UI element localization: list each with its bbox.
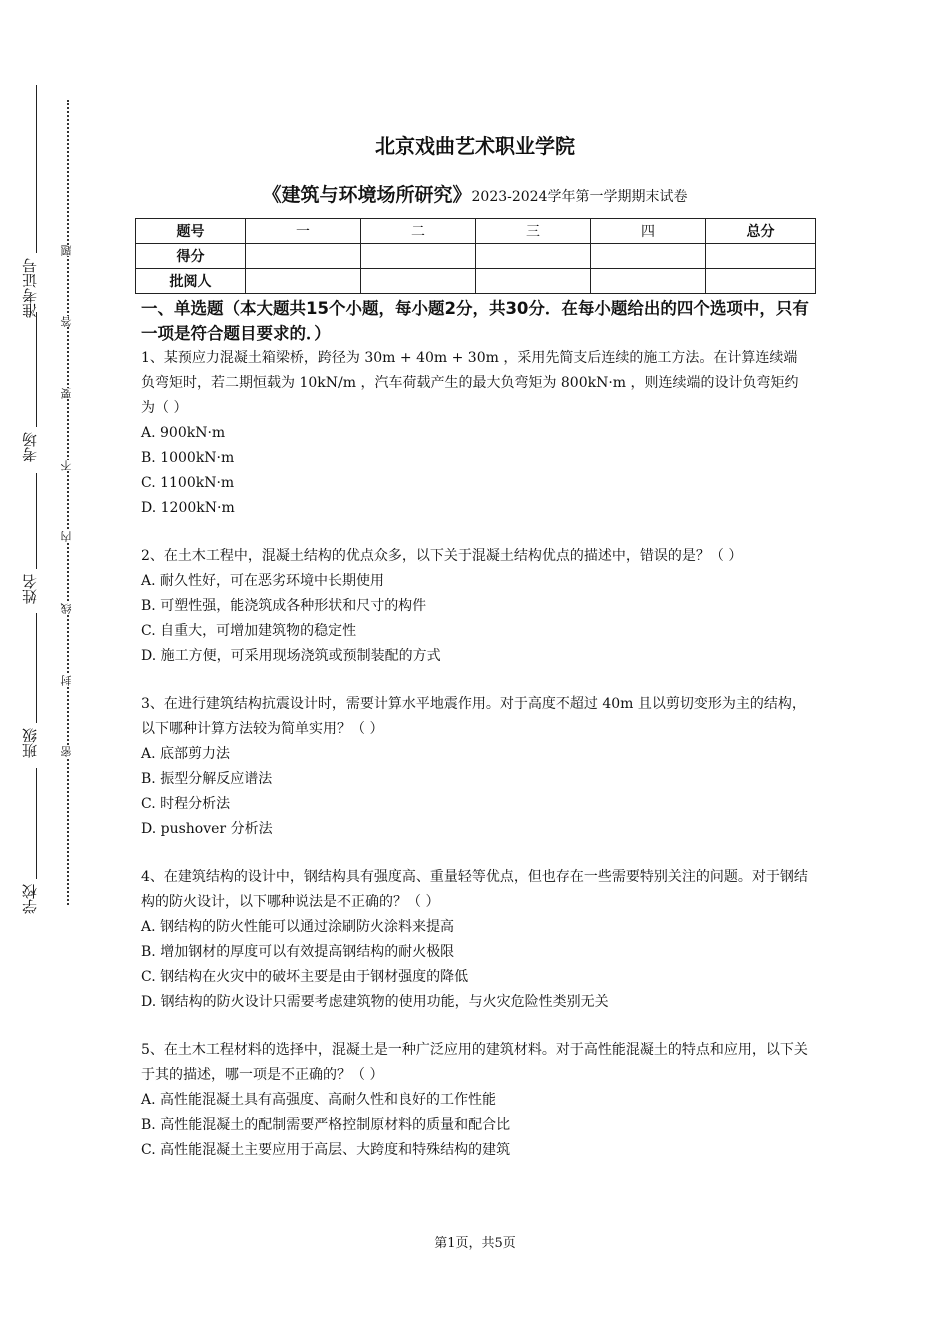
column-header: 四 bbox=[591, 219, 706, 244]
option-c: C. 高性能混凝土主要应用于高层、大跨度和特殊结构的建筑 bbox=[141, 1142, 511, 1158]
seal-char: 要 bbox=[60, 388, 73, 399]
row-header: 批阅人 bbox=[136, 269, 246, 294]
option-a: A. 900kN·m bbox=[141, 425, 226, 441]
seal-char: 线 bbox=[60, 603, 73, 614]
section-title: 一、单选题（本大题共15个小题，每小题2分，共30分．在每小题给出的四个选项中，只有一项是符合题目要求的．） bbox=[141, 299, 809, 343]
option-d: D. 1200kN·m bbox=[141, 500, 235, 516]
exam-number-line bbox=[36, 85, 37, 253]
exam-room-label: 考场 bbox=[21, 432, 39, 462]
question-stem: 1、某预应力混凝土箱梁桥，跨径为 30m + 40m + 30m ，采用先简支后连续的施工方法。在计算连续端负弯矩时，若二期恒载为 10kN/m ，汽车荷载产生的最大负弯矩为 800kN·m ，则连续端的设计负弯矩约为（ ） bbox=[141, 350, 799, 416]
page-footer: 第1页，共5页 bbox=[434, 1236, 516, 1251]
option-b: B. 振型分解反应谱法 bbox=[141, 771, 273, 787]
seal-char: 题 bbox=[60, 245, 73, 256]
seal-char: 不 bbox=[60, 460, 73, 471]
school-label: 学校 bbox=[21, 884, 39, 914]
option-c: C. 1100kN·m bbox=[141, 475, 235, 491]
column-header: 三 bbox=[476, 219, 591, 244]
score-cell[interactable] bbox=[476, 244, 591, 269]
question-stem: 5、在土木工程材料的选择中，混凝土是一种广泛应用的建筑材料。对于高性能混凝土的特点和应用，以下关于其的描述，哪一项是不正确的？（ ） bbox=[141, 1042, 808, 1083]
question-5 bbox=[141, 1038, 811, 1163]
option-d: D. 钢结构的防火设计只需要考虑建筑物的使用功能，与火灾危险性类别无关 bbox=[141, 994, 609, 1010]
column-header: 题号 bbox=[136, 219, 246, 244]
question-2 bbox=[141, 544, 811, 669]
score-table bbox=[135, 218, 816, 294]
row-header: 得分 bbox=[136, 244, 246, 269]
seal-char: 密 bbox=[60, 746, 73, 757]
seal-char: 封 bbox=[60, 675, 73, 686]
grader-cell[interactable] bbox=[361, 269, 476, 294]
score-cell[interactable] bbox=[246, 244, 361, 269]
score-cell[interactable] bbox=[361, 244, 476, 269]
option-b: B. 高性能混凝土的配制需要严格控制原材料的质量和配合比 bbox=[141, 1117, 511, 1133]
seal-dotted-line bbox=[67, 100, 69, 905]
school-line bbox=[36, 768, 37, 879]
option-a: A. 高性能混凝土具有高强度、高耐久性和良好的工作性能 bbox=[141, 1092, 497, 1108]
score-cell[interactable] bbox=[706, 244, 816, 269]
grader-cell[interactable] bbox=[706, 269, 816, 294]
name-label: 姓名 bbox=[21, 574, 39, 604]
column-header: 二 bbox=[361, 219, 476, 244]
option-c: C. 自重大，可增加建筑物的稳定性 bbox=[141, 623, 357, 639]
question-1 bbox=[141, 346, 811, 521]
option-d: D. 施工方便，可采用现场浇筑或预制装配的方式 bbox=[141, 648, 441, 664]
class-label: 班级 bbox=[21, 728, 39, 758]
option-b: B. 增加钢材的厚度可以有效提高钢结构的耐火极限 bbox=[141, 944, 455, 960]
question-3 bbox=[141, 692, 811, 842]
question-stem: 4、在建筑结构的设计中，钢结构具有强度高、重量轻等优点，但也存在一些需要特别关注的问题。对于钢结构的防火设计，以下哪种说法是不正确的？（ ） bbox=[141, 869, 808, 910]
grader-cell[interactable] bbox=[476, 269, 591, 294]
score-row bbox=[136, 244, 816, 269]
score-cell[interactable] bbox=[591, 244, 706, 269]
option-c: C. 钢结构在火灾中的破坏主要是由于钢材强度的降低 bbox=[141, 969, 469, 985]
seal-char: 答 bbox=[60, 316, 73, 327]
grader-cell[interactable] bbox=[246, 269, 361, 294]
name-line bbox=[36, 473, 37, 569]
question-stem: 3、在进行建筑结构抗震设计时，需要计算水平地震作用。对于高度不超过 40m 且以剪切变形为主的结构，以下哪种计算方法较为简单实用？（ ） bbox=[141, 696, 806, 737]
course-name: 《建筑与环境场所研究》 bbox=[262, 184, 472, 206]
option-a: A. 钢结构的防火性能可以通过涂刷防火涂料来提高 bbox=[141, 919, 455, 935]
score-table-header-row bbox=[136, 219, 816, 244]
option-b: B. 1000kN·m bbox=[141, 450, 235, 466]
question-stem: 2、在土木工程中，混凝土结构的优点众多，以下关于混凝土结构优点的描述中，错误的是？（ ） bbox=[141, 548, 743, 564]
option-b: B. 可塑性强，能浇筑成各种形状和尺寸的构件 bbox=[141, 598, 427, 614]
grader-row bbox=[136, 269, 816, 294]
column-header: 一 bbox=[246, 219, 361, 244]
grader-cell[interactable] bbox=[591, 269, 706, 294]
class-line bbox=[36, 613, 37, 723]
exam-room-line bbox=[36, 312, 37, 427]
school-name: 北京戏曲艺术职业学院 bbox=[375, 134, 575, 158]
exam-title bbox=[0, 180, 950, 207]
option-a: A. 底部剪力法 bbox=[141, 746, 231, 762]
exam-number-label: 准考证号 bbox=[21, 258, 39, 318]
column-header: 总分 bbox=[706, 219, 816, 244]
option-c: C. 时程分析法 bbox=[141, 796, 231, 812]
option-a: A. 耐久性好，可在恶劣环境中长期使用 bbox=[141, 573, 385, 589]
seal-char: 内 bbox=[60, 531, 73, 542]
question-area bbox=[141, 296, 811, 1163]
option-d: D. pushover 分析法 bbox=[141, 821, 273, 837]
question-4 bbox=[141, 865, 811, 1015]
exam-term: 2023-2024学年第一学期期末试卷 bbox=[471, 189, 688, 205]
